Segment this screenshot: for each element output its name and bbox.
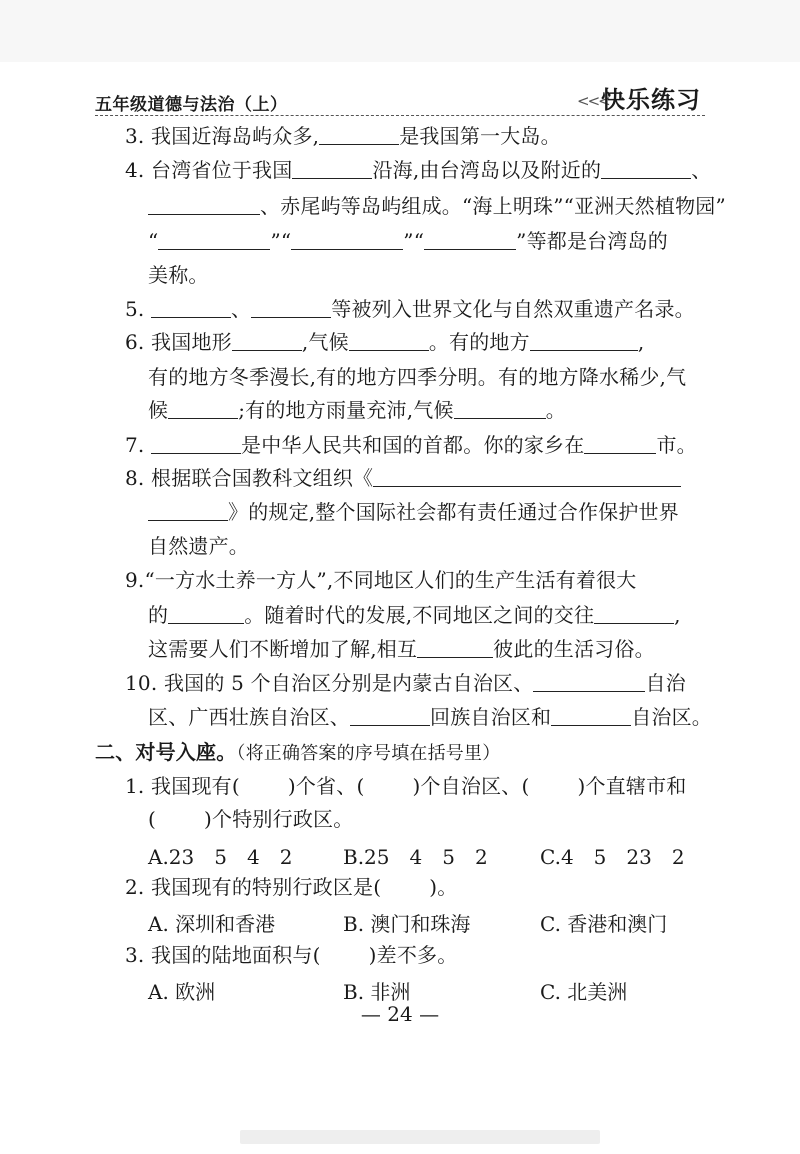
choice-question-3: 3. 我国的陆地面积与( )差不多。 [125,943,458,967]
question-8-line-2: 》的规定,整个国际社会都有责任通过合作保护世界 [148,500,679,524]
option-b[interactable]: B.25 4 5 2 [343,845,488,869]
question-4: 4. 台湾省位于我国 沿海,由台湾岛以及附近的 、 [125,158,712,182]
bottom-bleed-through [240,1130,600,1144]
choice-question-2: 2. 我国现有的特别行政区是( )。 [125,875,458,899]
question-6-line-2: 有的地方冬季漫长,有的地方四季分明。有的地方降水稀少,气 [148,365,687,389]
question-5: 5. 、 等被列入世界文化与自然双重遗产名录。 [125,297,695,321]
chevron-left-icon: <<< [577,92,609,110]
option-a[interactable]: A. 深圳和香港 [148,912,276,936]
answer-blank[interactable] [424,231,516,250]
question-4-line-4: 美称。 [148,263,209,287]
answer-blank[interactable] [601,160,691,179]
option-a[interactable]: A.23 5 4 2 [148,845,293,869]
answer-blank[interactable] [291,231,403,250]
question-10: 10. 我国的 5 个自治区分别是内蒙古自治区、 自治 [125,671,686,695]
answer-blank[interactable] [292,160,372,179]
answer-blank[interactable] [158,231,270,250]
question-6: 6. 我国地形 ,气候 。有的地方 , [125,330,645,354]
answer-blank[interactable] [168,605,244,624]
option-c[interactable]: C. 香港和澳门 [540,912,668,936]
answer-blank[interactable] [417,639,493,658]
top-scan-band [0,0,800,62]
answer-blank[interactable] [319,126,399,145]
option-b[interactable]: B. 非洲 [343,980,411,1004]
subject-title: 五年级道德与法治（上） [95,95,288,115]
answer-blank[interactable] [151,299,231,318]
answer-blank[interactable] [151,435,241,454]
question-4-line-3: “ ”“ ”“ ”等都是台湾岛的 [148,229,668,253]
header-divider [95,115,705,116]
answer-blank[interactable] [349,332,429,351]
answer-blank[interactable] [350,707,430,726]
question-8: 8. 根据联合国教科文组织《 [125,466,681,490]
question-10-line-2: 区、广西壮族自治区、 回族自治区和 自治区。 [148,705,713,729]
answer-blank[interactable] [584,435,656,454]
page-number: — 24 — [360,1002,440,1026]
page-header [95,84,705,114]
question-9: 9.“一方水土养一方人”,不同地区人们的生产生活有着很大 [125,568,637,592]
brand-title: 快乐练习 [601,86,701,114]
section-2-heading: 二、对号入座。（将正确答案的序号填在括号里） [95,740,501,764]
choice-question-1-line-2: ( )个特别行政区。 [148,807,354,831]
answer-blank[interactable] [251,299,331,318]
answer-blank[interactable] [454,400,546,419]
question-7: 7. 是中华人民共和国的首都。你的家乡在 市。 [125,433,697,457]
question-8-line-3: 自然遗产。 [148,534,249,558]
answer-blank[interactable] [232,332,302,351]
option-b[interactable]: B. 澳门和珠海 [343,912,471,936]
question-6-line-3: 候 ;有的地方雨量充沛,气候 。 [148,398,566,422]
answer-blank[interactable] [594,605,674,624]
choice-question-1: 1. 我国现有( )个省、( )个自治区、( )个直辖市和 [125,774,687,798]
question-4-line-2: 、赤尾屿等岛屿组成。“海上明珠”“亚洲天然植物园” [148,194,726,218]
option-c[interactable]: C.4 5 23 2 [540,845,685,869]
answer-blank[interactable] [551,707,631,726]
answer-blank[interactable] [373,468,681,487]
question-9-line-3: 这需要人们不断增加了解,相互 彼此的生活习俗。 [148,637,655,661]
option-a[interactable]: A. 欧洲 [148,980,216,1004]
question-9-line-2: 的 。随着时代的发展,不同地区之间的交往 , [148,603,681,627]
option-c[interactable]: C. 北美洲 [540,980,628,1004]
question-3: 3. 我国近海岛屿众多, 是我国第一大岛。 [125,124,561,148]
answer-blank[interactable] [168,400,238,419]
answer-blank[interactable] [148,502,228,521]
answer-blank[interactable] [533,673,645,692]
answer-blank[interactable] [530,332,638,351]
answer-blank[interactable] [148,196,260,215]
